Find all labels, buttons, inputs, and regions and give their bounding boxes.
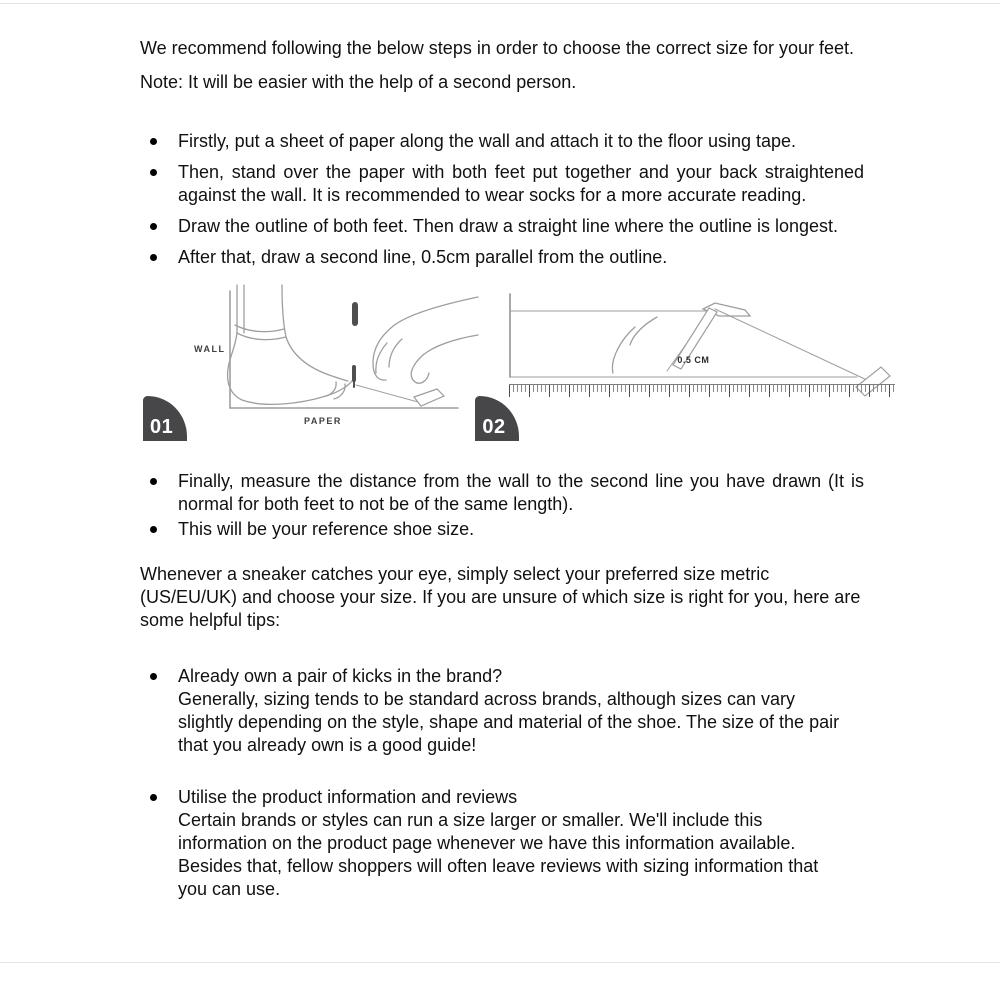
page-top-border: [0, 3, 1000, 4]
step-item-4: After that, draw a second line, 0.5cm parallel from the outline.: [140, 246, 868, 269]
measurement-figures: [140, 283, 868, 448]
page-bottom-border: [0, 962, 1000, 963]
ruler-ticks: [509, 384, 895, 399]
figure-step-02: [457, 283, 868, 448]
step-item-1: Firstly, put a sheet of paper along the wall and attach it to the floor using tape.: [140, 130, 868, 153]
step-item-3: Draw the outline of both feet. Then draw a straight line where the outline is longest.: [140, 215, 868, 238]
tip-title: Utilise the product information and reviews: [178, 787, 518, 807]
sizing-tips-list: [140, 665, 868, 901]
ruler-measurement-illustration: [457, 283, 897, 448]
paper-label: PAPER: [304, 416, 342, 426]
half-cm-annotation: 0.5 CM: [677, 355, 710, 365]
figure-step-01: [140, 283, 457, 448]
intro-paragraph: We recommend following the below steps in order to choose the correct size for your feet.: [140, 38, 855, 58]
note-paragraph: Note: It will be easier with the help of a second person.: [140, 72, 577, 92]
tip-item-reviews: [140, 786, 868, 901]
step2-badge-number: 02: [482, 416, 506, 438]
step1-badge-number: 01: [150, 416, 174, 438]
measurement-steps-list: [140, 130, 868, 269]
result-item-2: This will be your reference shoe size.: [140, 518, 868, 541]
result-item-1: Finally, measure the distance from the wall to the second line you have drawn (It is normal for both feet to not be of the same length).: [140, 470, 868, 516]
tips-intro-paragraph: Whenever a sneaker catches your eye, simply select your preferred size metric (US/EU/UK) and choose your size. If you are unsure of which size is right for you, here are some helpful tips:: [140, 564, 861, 630]
step-item-2: Then, stand over the paper with both feet put together and your back straightened against the wall. It is recommended to wear socks for a more accurate reading.: [140, 161, 868, 207]
tip-body: Certain brands or styles can run a size larger or smaller. We'll include this information on the product page whenever we have this information available. Besides that, fellow shoppers will often leave reviews with sizing information that you can use.: [178, 810, 819, 899]
wall-label: WALL: [194, 344, 226, 354]
tip-item-brand: [140, 665, 868, 757]
tip-title: Already own a pair of kicks in the brand?: [178, 666, 503, 686]
sizing-guide-content: [140, 34, 868, 930]
measurement-results-list: [140, 470, 868, 541]
tip-body: Generally, sizing tends to be standard across brands, although sizes can vary slightly depending on the style, shape and material of the shoe. The size of the pair that you already own is a good guide!: [178, 689, 840, 755]
